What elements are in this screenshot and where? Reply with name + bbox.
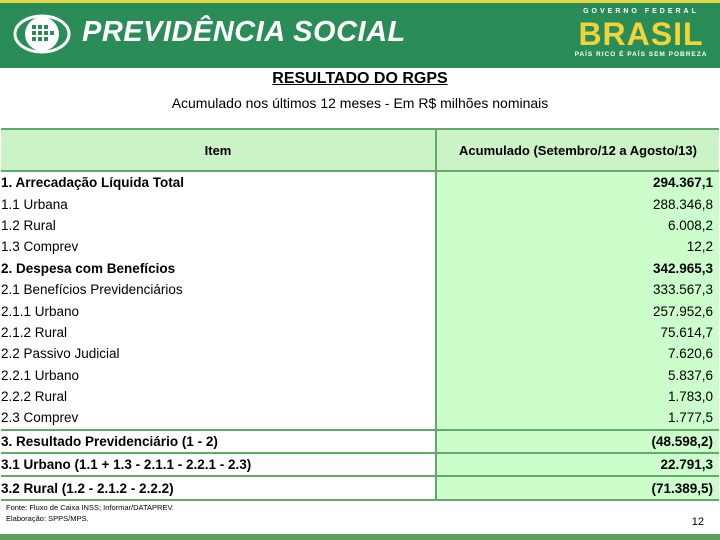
row-label: 1. Arrecadação Líquida Total bbox=[1, 171, 436, 193]
footer-elaboration: Elaboração: SPPS/MPS. bbox=[6, 514, 89, 523]
row-label: 2.1 Benefícios Previdenciários bbox=[1, 279, 436, 300]
row-value: 294.367,1 bbox=[436, 171, 719, 193]
row-value: 12,2 bbox=[436, 236, 719, 257]
bottom-bar bbox=[0, 534, 720, 540]
table-row bbox=[1, 365, 719, 386]
footer-notes bbox=[6, 502, 174, 524]
header-stripe bbox=[0, 0, 720, 3]
table-row bbox=[1, 407, 719, 429]
table-row bbox=[1, 193, 719, 214]
row-label: 2.1.2 Rural bbox=[1, 322, 436, 343]
row-label: 3. Resultado Previdenciário (1 - 2) bbox=[1, 430, 436, 453]
row-value: 333.567,3 bbox=[436, 279, 719, 300]
row-label: 1.3 Comprev bbox=[1, 236, 436, 257]
row-label: 3.2 Rural (1.2 - 2.1.2 - 2.2.2) bbox=[1, 476, 436, 499]
row-value: 6.008,2 bbox=[436, 215, 719, 236]
row-label: 3.1 Urbano (1.1 + 1.3 - 2.1.1 - 2.2.1 - 2.3) bbox=[1, 453, 436, 476]
gov-slogan: PAÍS RICO É PAÍS SEM POBREZA bbox=[574, 51, 708, 58]
gov-main-text: BRASIL bbox=[578, 16, 704, 52]
table-row bbox=[1, 215, 719, 236]
table-row bbox=[1, 258, 719, 279]
header-banner bbox=[0, 0, 720, 68]
row-label: 2.2 Passivo Judicial bbox=[1, 343, 436, 364]
table-row bbox=[1, 476, 719, 499]
row-value: 288.346,8 bbox=[436, 193, 719, 214]
header-accumulated: Acumulado (Setembro/12 a Agosto/13) bbox=[436, 129, 719, 171]
row-value: 5.837,6 bbox=[436, 365, 719, 386]
table-row bbox=[1, 453, 719, 476]
row-label: 2.2.2 Rural bbox=[1, 386, 436, 407]
footer-source: Fonte: Fluxo de Caixa INSS; Informar/DATAPREV. bbox=[6, 503, 174, 512]
row-value: 75.614,7 bbox=[436, 322, 719, 343]
row-value: 1.777,5 bbox=[436, 407, 719, 429]
table-header-row bbox=[1, 129, 719, 171]
table-row bbox=[1, 430, 719, 453]
page-subtitle: Acumulado nos últimos 12 meses - Em R$ milhões nominais bbox=[171, 95, 549, 111]
row-value: 1.783,0 bbox=[436, 386, 719, 407]
row-value: 257.952,6 bbox=[436, 300, 719, 321]
page-number: 12 bbox=[691, 516, 704, 528]
row-label: 1.2 Rural bbox=[1, 215, 436, 236]
row-label: 2.2.1 Urbano bbox=[1, 365, 436, 386]
row-label: 2.3 Comprev bbox=[1, 407, 436, 429]
previdencia-logo-icon bbox=[12, 13, 72, 55]
row-value: (71.389,5) bbox=[436, 476, 719, 499]
row-label: 2. Despesa com Benefícios bbox=[1, 258, 436, 279]
table-row bbox=[1, 236, 719, 257]
gov-top-text: GOVERNO FEDERAL bbox=[583, 8, 699, 15]
row-value: 22.791,3 bbox=[436, 453, 719, 476]
row-value: 342.965,3 bbox=[436, 258, 719, 279]
page-title: RESULTADO DO RGPS bbox=[272, 70, 448, 87]
table-row bbox=[1, 300, 719, 321]
header-item: Item bbox=[1, 129, 436, 171]
table-row bbox=[1, 322, 719, 343]
row-value: 7.620,6 bbox=[436, 343, 719, 364]
row-label: 1.1 Urbana bbox=[1, 193, 436, 214]
table-row bbox=[1, 279, 719, 300]
governo-federal-logo bbox=[566, 8, 716, 62]
row-label: 2.1.1 Urbano bbox=[1, 300, 436, 321]
table-row bbox=[1, 386, 719, 407]
table-row bbox=[1, 171, 719, 193]
table-row bbox=[1, 343, 719, 364]
results-table bbox=[1, 128, 719, 501]
row-value: (48.598,2) bbox=[436, 430, 719, 453]
brand-name: PREVIDÊNCIA SOCIAL bbox=[82, 16, 406, 48]
